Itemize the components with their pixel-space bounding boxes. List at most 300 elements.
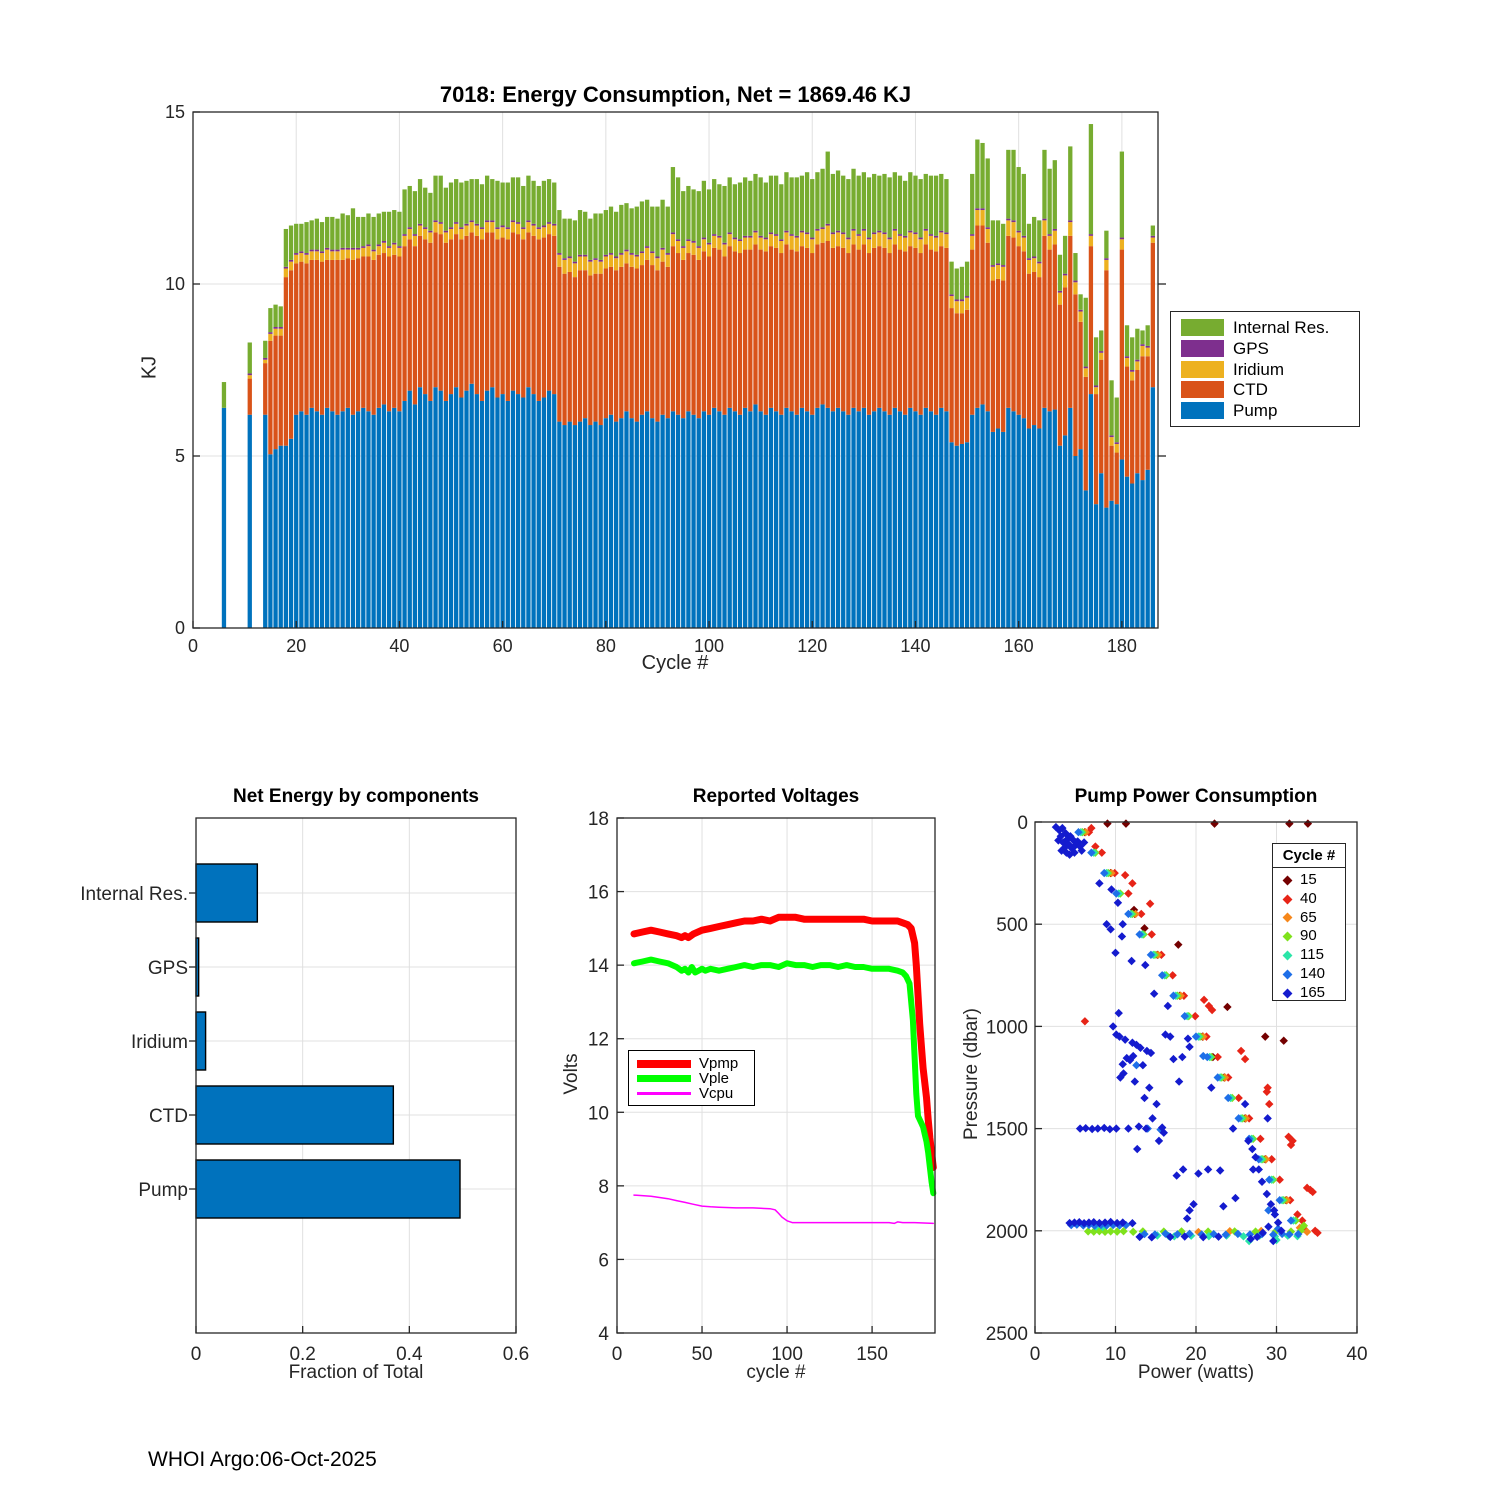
iridium-segment [666, 255, 670, 267]
internal-segment [604, 210, 608, 255]
internal-segment [413, 191, 417, 234]
internal-segment [934, 176, 938, 236]
gps-segment [893, 229, 897, 231]
legend-item-pump [1181, 402, 1349, 419]
gps-segment [588, 260, 592, 262]
iridium-segment [743, 238, 747, 250]
internal-segment [774, 176, 778, 234]
pump-segment [805, 411, 809, 628]
ctd-segment [599, 274, 603, 425]
internal-segment [568, 219, 572, 257]
ctd-segment [872, 248, 876, 411]
scatter-point [1139, 1061, 1147, 1069]
internal-segment [562, 219, 566, 259]
ctd-segment [645, 260, 649, 411]
internal-segment [273, 305, 277, 327]
pump-segment [248, 415, 252, 628]
pump-segment [1022, 418, 1026, 628]
gps-segment [939, 231, 943, 233]
gps-segment [702, 238, 706, 240]
pump-segment [624, 411, 628, 628]
gps-segment [480, 227, 484, 229]
gps-segment [717, 236, 721, 238]
gps-segment [944, 232, 948, 234]
scatter-point [1237, 1047, 1245, 1055]
scatter-point [1082, 1124, 1090, 1132]
pump-segment [738, 415, 742, 628]
ctd-segment [531, 236, 535, 394]
pump-segment [1099, 473, 1103, 628]
iridium-segment [433, 222, 437, 232]
ctd-segment [248, 379, 252, 415]
ctd-segment [996, 279, 1000, 429]
gps-segment [924, 229, 928, 231]
ctd-segment [1094, 394, 1098, 504]
pump-segment [402, 401, 406, 628]
scatter-point [1265, 1100, 1273, 1108]
iridium-segment [1011, 222, 1015, 237]
iridium-segment [537, 229, 541, 239]
iridium-segment [619, 255, 623, 267]
component-bar [196, 864, 257, 922]
legend-label: GPS [1233, 338, 1269, 358]
ctd-segment [893, 244, 897, 407]
ctd-segment [702, 251, 706, 411]
scatter-point [1241, 1055, 1249, 1063]
gps-segment [1084, 367, 1088, 369]
pump-segment [1130, 484, 1134, 628]
gps-segment [413, 234, 417, 236]
x-tick-label: 20 [286, 636, 307, 656]
x-tick-label: 80 [595, 636, 616, 656]
gps-segment [320, 251, 324, 253]
scatter-point [1140, 1094, 1148, 1102]
scatter-point [1142, 1124, 1150, 1132]
internal-segment [325, 217, 329, 248]
pump-segment [490, 387, 494, 628]
internal-segment [779, 184, 783, 239]
pump-segment [758, 411, 762, 628]
pump-segment [279, 446, 283, 628]
pump-segment [433, 387, 437, 628]
diamond-marker-icon [1283, 932, 1293, 942]
pump-segment [1017, 415, 1021, 628]
ctd-segment [557, 267, 561, 422]
component-bar [196, 1086, 393, 1144]
gps-segment [1120, 238, 1124, 240]
ctd-segment [1032, 272, 1036, 425]
ctd-segment [733, 251, 737, 411]
gps-segment [1058, 291, 1062, 293]
x-tick-label: 20 [1185, 1344, 1207, 1365]
pump-segment [382, 404, 386, 628]
x-tick-label: 0.6 [502, 1344, 530, 1365]
gps-segment [888, 238, 892, 240]
ctd-segment [294, 263, 298, 414]
legend-label: 15 [1300, 871, 1317, 888]
iridium-segment [604, 256, 608, 268]
pump-segment [1135, 473, 1139, 628]
legend-item-cycle-40 [1279, 890, 1339, 909]
ctd-segment [1120, 250, 1124, 460]
ctd-segment [315, 260, 319, 411]
iridium-segment [986, 229, 990, 243]
ctd-segment [289, 270, 293, 439]
iridium-segment [728, 234, 732, 246]
iridium-segment [831, 234, 835, 248]
ctd-segment [738, 253, 742, 415]
iridium-segment [531, 226, 535, 236]
iridium-segment [991, 267, 995, 281]
x-tick-label: 150 [856, 1344, 888, 1365]
ctd-segment [361, 256, 365, 407]
internal-segment [903, 181, 907, 236]
ctd-segment [268, 341, 272, 455]
internal-segment [490, 179, 494, 220]
scatter-point [1274, 1218, 1282, 1226]
ctd-segment [882, 248, 886, 411]
internal-segment [728, 177, 732, 232]
gps-segment [1053, 229, 1057, 231]
gps-segment [500, 226, 504, 228]
ctd-segment [888, 253, 892, 415]
scatter-group-165 [1052, 823, 1286, 1245]
internal-segment [846, 179, 850, 237]
iridium-segment [428, 232, 432, 242]
iridium-segment [1135, 361, 1139, 370]
iridium-segment [310, 251, 314, 260]
iridium-segment [949, 296, 953, 308]
internal-segment [980, 143, 984, 208]
ctd-segment [320, 262, 324, 415]
iridium-segment [459, 229, 463, 239]
internal-segment [738, 183, 742, 240]
iridium-segment [315, 251, 319, 260]
iridium-segment [583, 256, 587, 270]
internal-segment [712, 179, 716, 234]
iridium-segment [810, 239, 814, 253]
ctd-segment [1146, 356, 1150, 470]
gps-segment [315, 250, 319, 252]
gps-segment [1125, 356, 1129, 358]
pump-segment [392, 408, 396, 628]
legend-swatch [1181, 361, 1224, 378]
internal-segment [758, 177, 762, 235]
pump-segment [697, 418, 701, 628]
iridium-segment [779, 241, 783, 253]
iridium-segment [769, 234, 773, 246]
ctd-segment [604, 269, 608, 419]
scatter-point [1119, 920, 1127, 928]
scatter-point [1148, 1114, 1156, 1122]
scatter-point [1256, 1135, 1264, 1143]
pump-segment [1032, 425, 1036, 628]
scatter-point [1129, 1228, 1137, 1236]
x-tick-label: 120 [797, 636, 828, 656]
gps-segment [970, 234, 974, 236]
scatter-point [1131, 1077, 1139, 1085]
legend-label: 90 [1300, 927, 1317, 945]
ctd-segment [1130, 380, 1134, 483]
ctd-segment [449, 239, 453, 394]
gps-segment [1109, 435, 1113, 437]
pump-segment [284, 446, 288, 628]
scatter-point [1207, 1084, 1215, 1092]
iridium-segment [402, 236, 406, 246]
x-tick-label: 0 [187, 636, 199, 656]
internal-segment [263, 341, 267, 358]
gps-segment [392, 243, 396, 245]
gps-segment [774, 234, 778, 236]
pump-segment [475, 394, 479, 628]
ctd-segment [975, 226, 979, 408]
iridium-segment [1053, 231, 1057, 245]
pump-segment [371, 415, 375, 628]
ctd-segment [506, 239, 510, 401]
gps-segment [1032, 256, 1036, 258]
gps-segment [361, 246, 365, 248]
internal-segment [986, 158, 990, 227]
iridium-segment [795, 238, 799, 252]
iridium-segment [877, 232, 881, 246]
gps-segment [800, 231, 804, 233]
gps-segment [464, 224, 468, 226]
legend-item-cycle-65 [1279, 909, 1339, 928]
gps-segment [506, 227, 510, 229]
internal-segment [717, 184, 721, 236]
scatter-point [1146, 900, 1154, 908]
pump-segment [918, 415, 922, 628]
pump-segment [753, 404, 757, 628]
gps-segment [423, 227, 427, 229]
ctd-segment [542, 238, 546, 398]
ctd-segment [635, 269, 639, 422]
scatter-point [1248, 1145, 1256, 1153]
internal-segment [371, 217, 375, 250]
iridium-segment [562, 260, 566, 274]
internal-segment [537, 186, 541, 227]
pump-segment [418, 387, 422, 628]
ctd-segment [609, 267, 613, 415]
ctd-segment [475, 236, 479, 394]
gps-segment [279, 327, 283, 329]
pump-segment [913, 411, 917, 628]
internal-segment [955, 269, 959, 300]
ctd-segment [335, 260, 339, 415]
pump-segment [470, 384, 474, 628]
ctd-segment [666, 267, 670, 418]
ctd-segment [846, 253, 850, 415]
pump-segment [1011, 411, 1015, 628]
scatter-point [1263, 1114, 1271, 1122]
ctd-segment [341, 260, 345, 411]
internal-segment [459, 183, 463, 228]
gps-segment [980, 208, 984, 210]
pump-segment [800, 408, 804, 628]
iridium-segment [650, 253, 654, 265]
pump-segment [304, 415, 308, 628]
scatter-point [1124, 1124, 1132, 1132]
scatter-point [1111, 949, 1119, 957]
internal-segment [655, 207, 659, 257]
ctd-segment [330, 260, 334, 411]
legend-item-ctd [1181, 381, 1349, 398]
pump-segment [464, 391, 468, 628]
pump-segment [851, 408, 855, 628]
legend-label: Internal Res. [1233, 318, 1330, 337]
internal-segment [1104, 231, 1108, 259]
iridium-segment [635, 256, 639, 268]
iridium-segment [970, 236, 974, 250]
gps-segment [660, 248, 664, 250]
energy-xlabel: Cycle # [641, 652, 709, 674]
gps-segment [351, 248, 355, 250]
ctd-segment [836, 246, 840, 408]
scatter-point [1200, 996, 1208, 1004]
pump-segment [1068, 408, 1072, 628]
pump-segment [521, 398, 525, 628]
internal-segment [1022, 174, 1026, 236]
ctd-segment [624, 263, 628, 411]
ctd-segment [1068, 236, 1072, 408]
internal-segment [1042, 150, 1046, 219]
gps-segment [531, 224, 535, 226]
gps-segment [975, 208, 979, 210]
scatter-point [1184, 1034, 1192, 1042]
ctd-segment [439, 234, 443, 391]
gps-segment [624, 250, 628, 252]
ctd-segment [273, 336, 277, 450]
footer-text: WHOI Argo:06-Oct-2025 [148, 1448, 377, 1471]
legend-item-cycle-115 [1279, 946, 1339, 965]
pump-segment [795, 415, 799, 628]
iridium-segment [1037, 263, 1041, 277]
internal-segment [1027, 224, 1031, 258]
legend-item-cycle-140 [1279, 965, 1339, 984]
pump-segment [387, 411, 391, 628]
legend-line-swatch [637, 1092, 691, 1095]
gps-segment [444, 231, 448, 233]
ctd-segment [862, 244, 866, 407]
internal-segment [944, 179, 948, 232]
diamond-marker-icon [1283, 875, 1293, 885]
pump-segment [562, 425, 566, 628]
pump-segment [573, 425, 577, 628]
gps-segment [918, 238, 922, 240]
iridium-segment [702, 239, 706, 251]
internal-segment [650, 207, 654, 252]
pump-segment [789, 411, 793, 628]
pump-segment [609, 415, 613, 628]
gps-segment [454, 222, 458, 224]
pump-segment [552, 394, 556, 628]
ctd-segment [433, 232, 437, 387]
legend-swatch [1181, 340, 1224, 357]
scatter-group-140 [1067, 828, 1302, 1239]
internal-segment [1084, 298, 1088, 367]
gps-segment [1027, 258, 1031, 260]
legend-line-swatch [637, 1075, 691, 1082]
pump-segment [960, 444, 964, 628]
gps-segment [377, 244, 381, 246]
scatter-point [1121, 871, 1129, 879]
legend-item-cycle-15 [1279, 871, 1339, 890]
scatter-point [1223, 1003, 1231, 1011]
scatter-point [1185, 1043, 1193, 1051]
gps-segment [248, 373, 252, 375]
iridium-segment [660, 250, 664, 262]
pump-segment [722, 415, 726, 628]
pump-segment [717, 411, 721, 628]
gps-segment [913, 232, 917, 234]
pump-segment [578, 422, 582, 628]
ctd-segment [537, 239, 541, 401]
ctd-segment [304, 263, 308, 414]
scatter-point [1258, 1178, 1266, 1186]
pump-segment [888, 415, 892, 628]
iridium-segment [1146, 348, 1150, 357]
ctd-segment [464, 236, 468, 391]
scatter-point [1118, 932, 1126, 940]
iridium-segment [294, 255, 298, 264]
ctd-segment [310, 260, 314, 408]
internal-segment [511, 177, 515, 220]
diamond-marker-icon [1283, 951, 1293, 961]
x-tick-label: 30 [1265, 1344, 1288, 1365]
ctd-segment [568, 272, 572, 422]
ctd-segment [650, 265, 654, 418]
ctd-segment [619, 267, 623, 418]
internal-segment [939, 174, 943, 231]
internal-segment [397, 212, 401, 246]
internal-segment [294, 224, 298, 253]
internal-segment [609, 207, 613, 253]
iridium-segment [439, 224, 443, 234]
iridium-segment [965, 298, 969, 310]
iridium-segment [903, 238, 907, 252]
ctd-segment [614, 270, 618, 421]
gps-segment [681, 246, 685, 248]
ctd-segment [851, 244, 855, 407]
iridium-segment [397, 248, 401, 257]
pump-segment [325, 408, 329, 628]
x-tick-label: 140 [900, 636, 931, 656]
iridium-segment [764, 239, 768, 251]
internal-segment [666, 207, 670, 253]
x-tick-label: 0.2 [289, 1344, 316, 1365]
ctd-segment [1140, 356, 1144, 480]
pump-segment [273, 449, 277, 628]
iridium-segment [707, 244, 711, 256]
gps-segment [872, 232, 876, 234]
iridium-segment [268, 334, 272, 341]
pump-segment [516, 394, 520, 628]
energy-legend [1170, 311, 1360, 427]
ctd-segment [588, 275, 592, 425]
pump-segment [1140, 480, 1144, 628]
iridium-segment [1017, 232, 1021, 246]
pump-segment [836, 408, 840, 628]
pump-segment [1084, 490, 1088, 628]
ctd-segment [769, 246, 773, 408]
scatter-point [1133, 1145, 1141, 1153]
ctd-segment [831, 248, 835, 411]
x-tick-label: 160 [1003, 636, 1034, 656]
internal-segment [366, 213, 370, 244]
internal-segment [320, 222, 324, 251]
gps-segment [604, 255, 608, 257]
scatter-point [1095, 879, 1103, 887]
